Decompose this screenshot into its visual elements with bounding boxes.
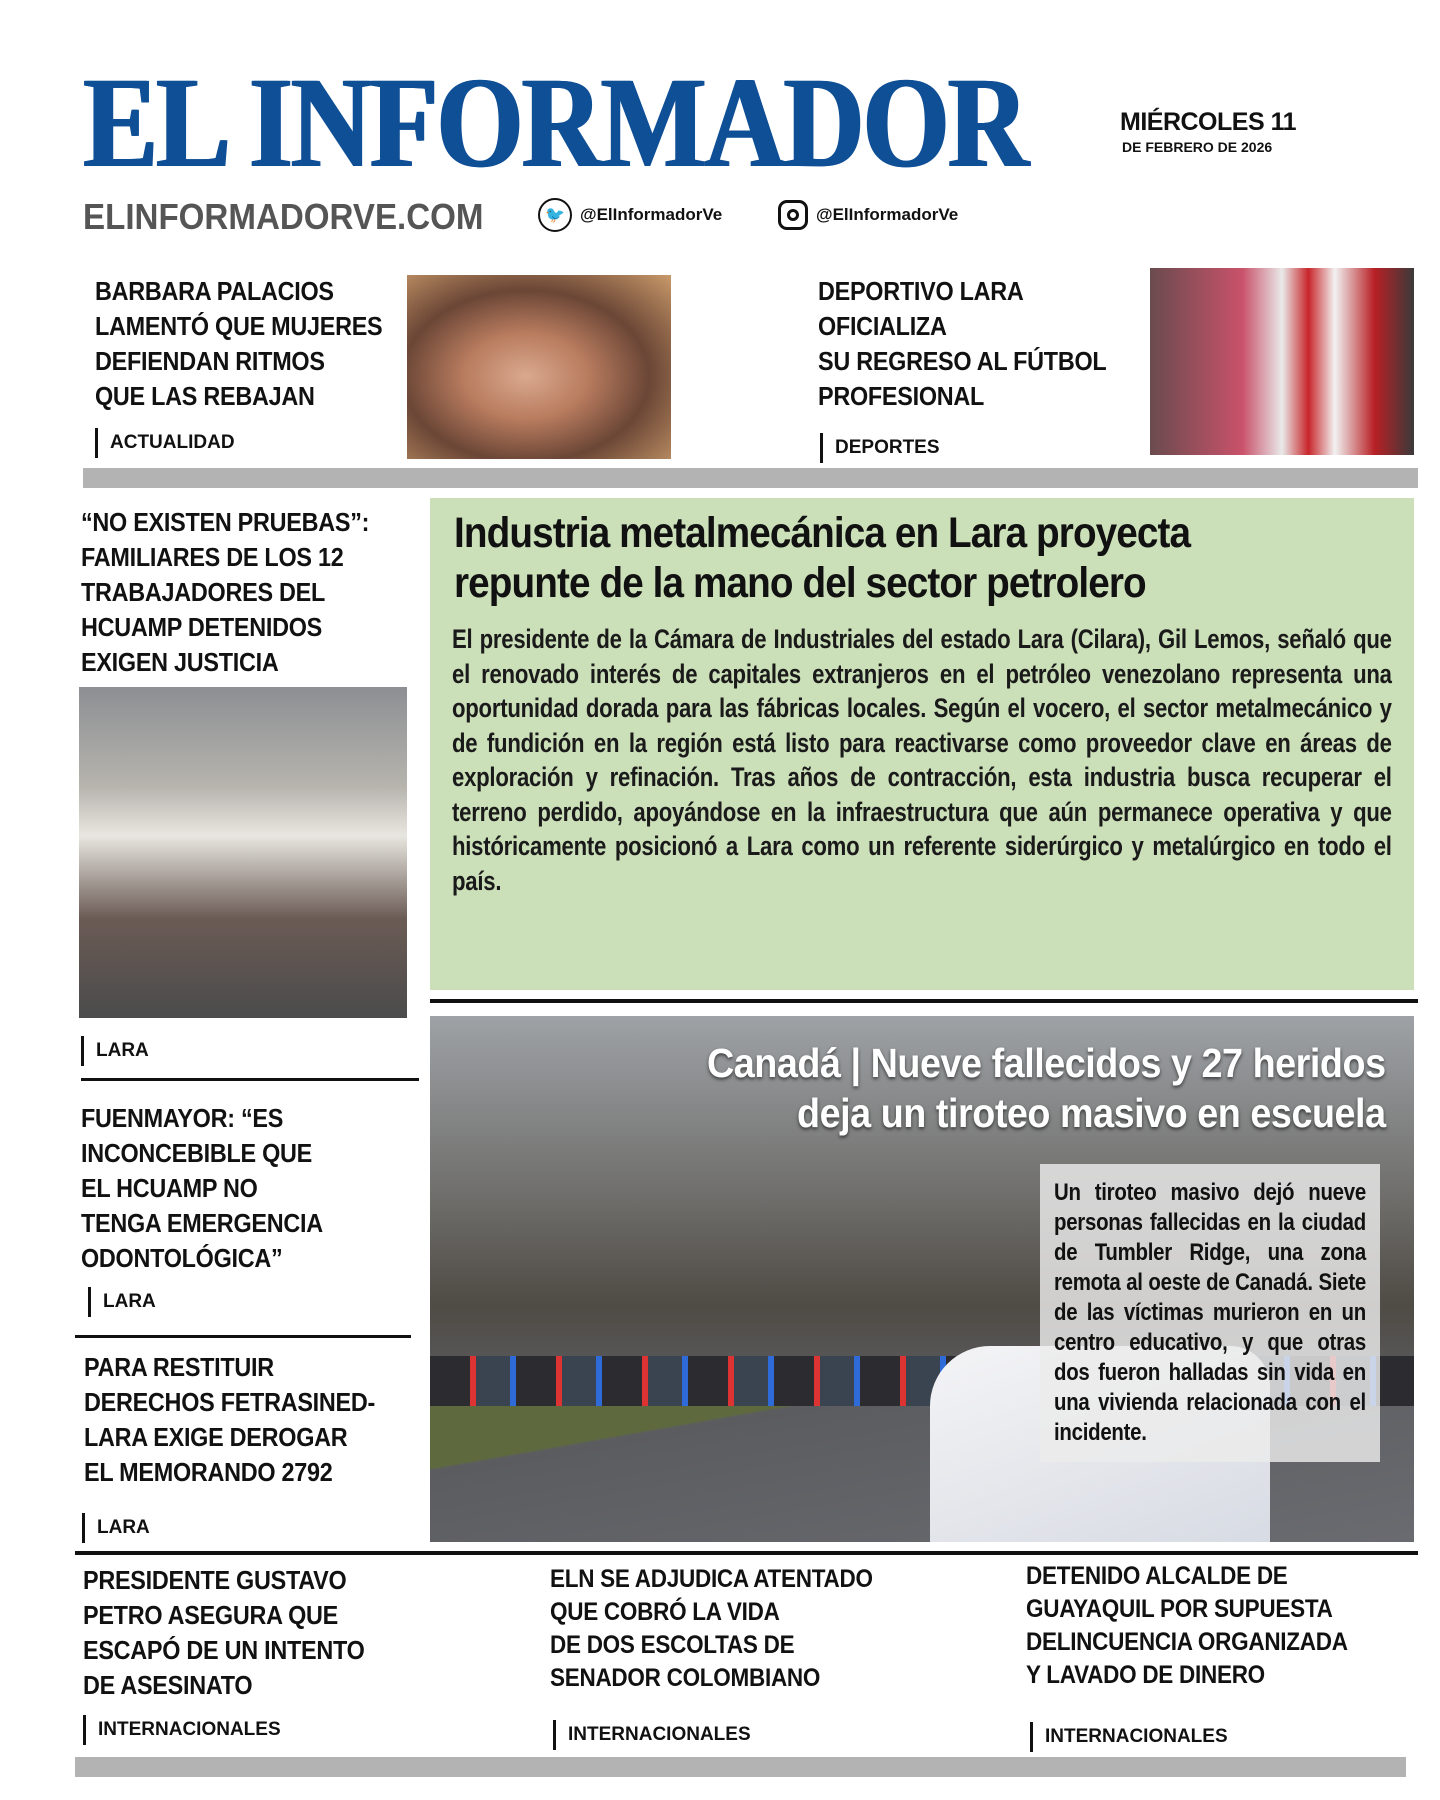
headline-line: EXIGEN JUSTICIA (81, 647, 279, 677)
headline-line: ELN SE ADJUDICA ATENTADO (550, 1565, 873, 1593)
photo-title-line: Canadá | Nueve fallecidos y 27 heridos (707, 1040, 1386, 1086)
twitter-handle[interactable] (538, 198, 722, 232)
deportivo-lara-photo (1150, 268, 1414, 455)
feature-body: El presidente de la Cámara de Industriales del estado Lara (Cilara), Gil Lemos, señaló que el renovado interés de capitales extranjeros en el petróleo venezolano representa una oportunidad dorada para las fábricas locales. Según el vocero, el sector metalmecánico y de fundición en la región está listo para reactivarse como proveedor clave en áreas de exploración y refinación. Tras años de contracción, esta industria busca recuperar el terreno perdido, apoyándose en la infraestructura que aún permanece operativa y que históricamente posicionó a Lara como un referente siderúrgico y metalúrgico en todo el país. (452, 624, 1392, 896)
headline-line: FUENMAYOR: “ES (81, 1103, 284, 1133)
left-story-3[interactable] (84, 1350, 375, 1490)
divider-bar (83, 468, 1418, 488)
category-label: DEPORTES (820, 433, 940, 463)
photo-story-title (707, 1038, 1386, 1138)
left-story-2[interactable] (81, 1101, 323, 1276)
instagram-icon (778, 200, 808, 230)
feature-title-line: repunte de la mano del sector petrolero (454, 559, 1146, 607)
category-label: LARA (81, 1036, 149, 1066)
bottom-story-3[interactable] (1026, 1560, 1348, 1692)
headline-line: LARA EXIGE DEROGAR (84, 1422, 348, 1452)
headline-line: DELINCUENCIA ORGANIZADA (1026, 1628, 1348, 1656)
top-story-2[interactable] (818, 274, 1106, 414)
headline-line: PRESIDENTE GUSTAVO (83, 1565, 347, 1595)
headline-line: EL HCUAMP NO (81, 1173, 258, 1203)
divider-line (430, 999, 1418, 1003)
headline-line: QUE COBRÓ LA VIDA (550, 1598, 780, 1626)
headline-line: TRABAJADORES DEL (81, 577, 325, 607)
headline-line: DEPORTIVO LARA (818, 276, 1024, 306)
headline-line: DE ASESINATO (83, 1670, 253, 1700)
headline-line: INCONCEBIBLE QUE (81, 1138, 313, 1168)
instagram-handle[interactable] (778, 200, 958, 230)
photo-story-summary-text: Un tiroteo masivo dejó nueve personas fallecidas en la ciudad de Tumbler Ridge, una zona remota al oeste de Canadá. Siete de las víctimas murieron en un centro educativo, y que otras dos fueron halladas sin vida en una vivienda relacionada con el incidente. (1054, 1179, 1366, 1446)
photo-story[interactable] (430, 1016, 1414, 1542)
headline-line: Y LAVADO DE DINERO (1026, 1661, 1265, 1689)
category-label: INTERNACIONALES (553, 1720, 751, 1750)
headline-line: FAMILIARES DE LOS 12 (81, 542, 344, 572)
feature-title-line: Industria metalmecánica en Lara proyecta (454, 509, 1191, 557)
headline-line: PARA RESTITUIR (84, 1352, 274, 1382)
divider-line (75, 1551, 1418, 1555)
footer-bar (75, 1757, 1406, 1777)
left-story-1[interactable] (81, 505, 369, 680)
date-weekday: MIÉRCOLES 11 (1120, 108, 1296, 136)
bottom-story-1[interactable] (83, 1563, 365, 1703)
top-story-1[interactable] (95, 274, 382, 414)
protest-photo (79, 687, 407, 1018)
barbara-palacios-photo (407, 275, 671, 459)
headline-line: SENADOR COLOMBIANO (550, 1664, 821, 1692)
divider-line (75, 1335, 411, 1338)
divider-line (81, 1078, 419, 1081)
headline-line: HCUAMP DETENIDOS (81, 612, 322, 642)
headline-line: PETRO ASEGURA QUE (83, 1600, 339, 1630)
headline-line: BARBARA PALACIOS (95, 276, 334, 306)
headline-line: GUAYAQUIL POR SUPUESTA (1026, 1595, 1333, 1623)
headline-line: SU REGRESO AL FÚTBOL (818, 346, 1107, 376)
headline-line: QUE LAS REBAJAN (95, 381, 315, 411)
twitter-icon: 🐦 (538, 198, 572, 232)
category-label: LARA (82, 1513, 150, 1543)
date-full: DE FEBRERO DE 2026 (1122, 139, 1273, 155)
feature-story[interactable] (430, 498, 1414, 990)
website-link[interactable]: ELINFORMADORVE.COM (83, 196, 484, 237)
category-label: INTERNACIONALES (83, 1715, 281, 1745)
headline-line: EL MEMORANDO 2792 (84, 1457, 333, 1487)
headline-line: TENGA EMERGENCIA (81, 1208, 323, 1238)
masthead-logo: EL INFORMADOR (83, 51, 1027, 195)
bottom-story-2[interactable] (550, 1563, 873, 1695)
headline-line: DETENIDO ALCALDE DE (1026, 1562, 1288, 1590)
photo-story-summary (1040, 1164, 1380, 1462)
photo-title-line: deja un tiroteo masivo en escuela (797, 1090, 1386, 1136)
headline-line: “NO EXISTEN PRUEBAS”: (81, 507, 370, 537)
instagram-handle-text: @ElInformadorVe (816, 205, 959, 224)
category-label: ACTUALIDAD (95, 428, 235, 458)
category-label: LARA (88, 1287, 156, 1317)
category-label: INTERNACIONALES (1030, 1722, 1228, 1752)
headline-line: OFICIALIZA (818, 311, 947, 341)
twitter-handle-text: @ElInformadorVe (580, 205, 723, 224)
headline-line: LAMENTÓ QUE MUJERES (95, 311, 383, 341)
headline-line: PROFESIONAL (818, 381, 985, 411)
feature-title (454, 508, 1298, 608)
headline-line: ESCAPÓ DE UN INTENTO (83, 1635, 365, 1665)
headline-line: ODONTOLÓGICA” (81, 1243, 283, 1273)
headline-line: DERECHOS FETRASINED- (84, 1387, 376, 1417)
headline-line: DE DOS ESCOLTAS DE (550, 1631, 795, 1659)
headline-line: DEFIENDAN RITMOS (95, 346, 325, 376)
